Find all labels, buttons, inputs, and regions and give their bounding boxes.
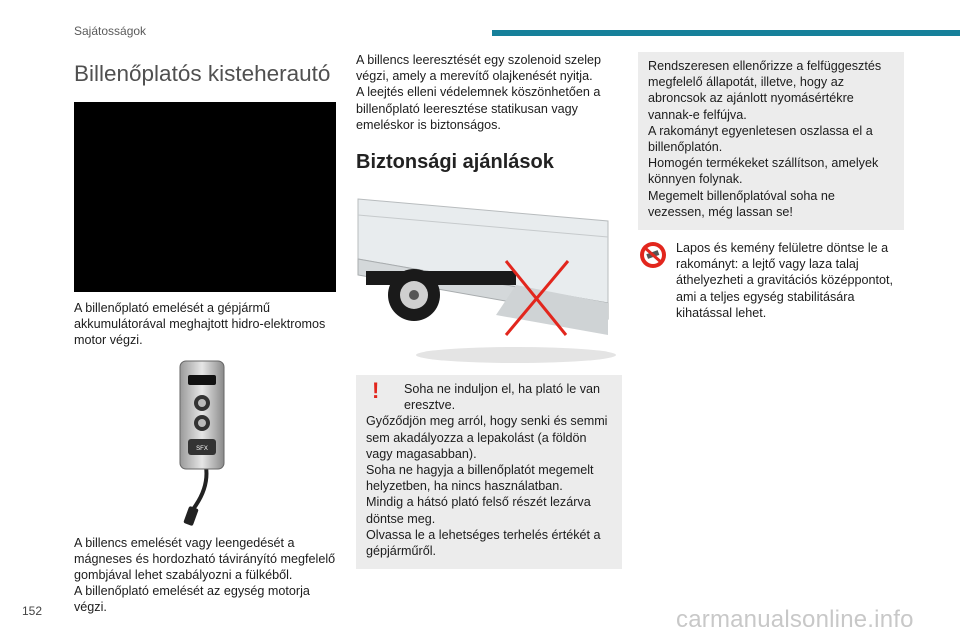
paragraph: A billenőplató emelését a gépjármű akkumulátorával meghajtott hidro-elektromos motor végzi. <box>74 301 326 348</box>
column-3 <box>638 52 904 321</box>
tipper-truck-illustration <box>356 185 622 365</box>
warning-text: Olvassa le a lehetséges terhelés értékét a gépjárműről. <box>366 527 601 559</box>
paragraph: A billencs emelését vagy leengedését a mágneses és hordozható távirányító megfelelő gombjával lehet szabályozni a fülkéből. <box>74 535 336 583</box>
no-tilt-slope-icon <box>638 240 670 270</box>
header-accent-bar <box>492 30 960 36</box>
remote-control-image <box>74 359 336 527</box>
info-text: A rakományt egyenletesen oszlassa el a billenőplatón. <box>648 123 873 155</box>
tipper-photo <box>74 102 336 292</box>
info-box <box>638 52 904 230</box>
page-title: Billenőplatós kisteherautó <box>74 61 331 86</box>
warning-box <box>356 375 622 569</box>
info-text: Megemelt billenőplatóval soha ne vezessen, még lassan se! <box>648 188 835 219</box>
paragraph: A billenőplató emelését az egység motorja végzi. <box>74 584 310 615</box>
watermark: carmanualsonline.info <box>676 606 914 633</box>
warning-text: Soha ne hagyja a billenőplatót megemelt helyzetben, ha nincs használatban. <box>366 463 594 494</box>
warning-text: Győződjön meg arról, hogy senki és semmi sem akadályozza a lepakolást (a földön vagy magasabban). <box>366 414 608 461</box>
warning-text: Mindig a hátsó plató felső részét lezárva döntse meg. <box>366 495 591 526</box>
section-title: Biztonsági ajánlások <box>356 151 554 174</box>
column-1 <box>74 52 336 616</box>
info-text: Rendszeresen ellenőrizze a felfüggesztés megfelelő állapotát, illetve, hogy az abroncsok az ajánlott nyomásértékre vannak-e felfújva. <box>648 59 882 122</box>
paragraph: A billencs leeresztését egy szolenoid szelep végzi, amely a merevítő olajkenését nyitja. <box>356 53 602 84</box>
warning-text: Soha ne induljon el, ha plató le van eresztve. <box>404 382 601 413</box>
note-text: Lapos és kemény felületre döntse le a rakományt: a lejtő vagy laza talaj áthelyezheti a gravitációs középpontot, ami a teljes egység stabilitására kihatással lehet. <box>676 241 894 320</box>
paragraph: A leejtés elleni védelemnek köszönhetően a billenőplató leeresztése statikusan vagy emeléskor is biztonságos. <box>356 85 601 132</box>
info-text: Homogén termékeket szállítson, amelyek könnyen folynak. <box>648 156 879 187</box>
header-section-label: Sajátosságok <box>74 24 147 38</box>
column-2 <box>356 52 622 569</box>
truck-image <box>356 185 622 365</box>
note <box>638 240 904 321</box>
remote-label: SFX <box>196 445 208 452</box>
remote-control-icon <box>174 359 234 527</box>
exclamation-icon: ! <box>372 378 380 404</box>
page-number: 152 <box>22 604 43 618</box>
